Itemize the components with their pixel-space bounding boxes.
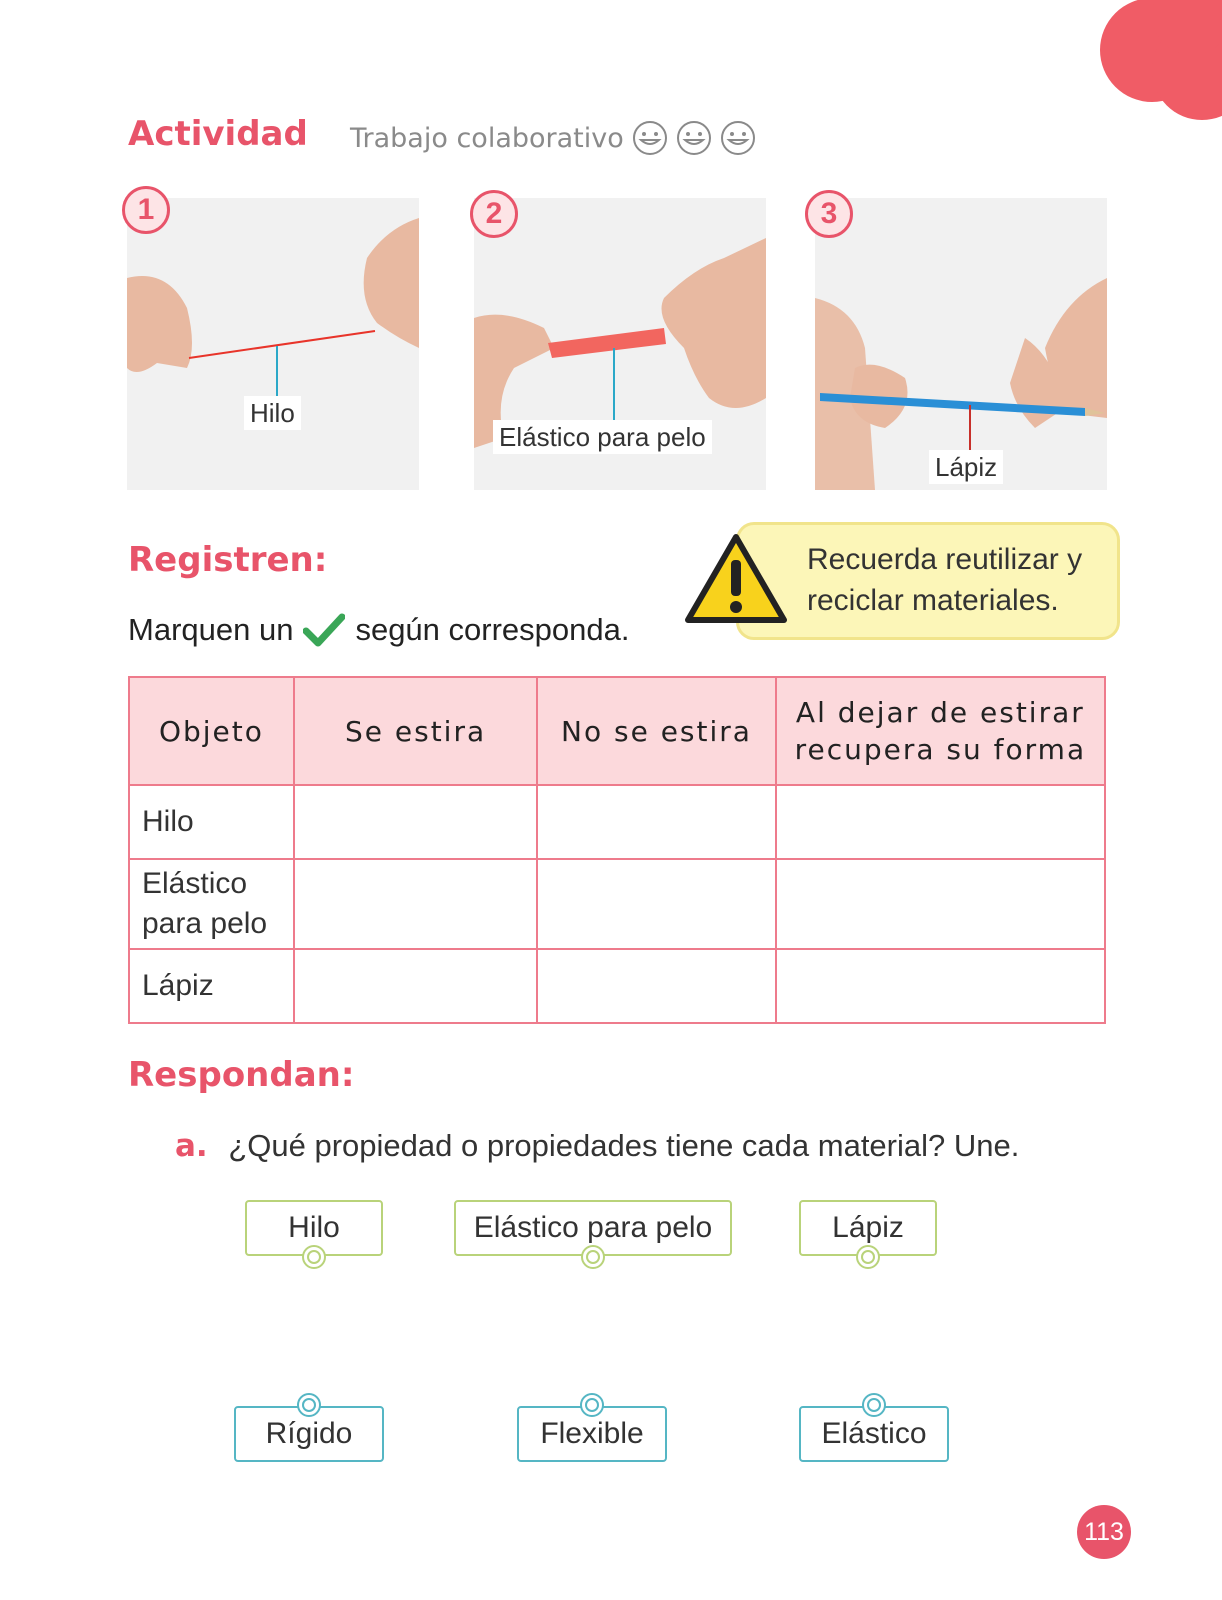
- column-header-recovers-shape: [776, 677, 1105, 785]
- object-line: para pelo: [142, 907, 268, 940]
- reminder-line: Recuerda reutilizar y: [807, 543, 1083, 576]
- material-label: Elástico para pelo: [473, 1211, 713, 1244]
- answer-cell[interactable]: [776, 859, 1105, 949]
- question-text: ¿Qué propiedad o propiedades tiene cada material? Une.: [228, 1128, 1020, 1163]
- connector-dot-icon[interactable]: [301, 1244, 327, 1270]
- answer-cell[interactable]: [537, 949, 775, 1023]
- object-line: Elástico: [142, 867, 248, 900]
- corner-decoration: [1082, 0, 1222, 130]
- register-heading: Registren:: [128, 540, 328, 580]
- answer-cell[interactable]: [776, 785, 1105, 859]
- page-number: 113: [1077, 1505, 1131, 1559]
- register-table: [128, 676, 1106, 1024]
- connector-dot-icon[interactable]: [855, 1244, 881, 1270]
- header-line: Al dejar de estirar: [795, 696, 1085, 729]
- activity-title: Actividad: [128, 114, 308, 154]
- table-row: [129, 949, 1105, 1023]
- answer-cell[interactable]: [776, 949, 1105, 1023]
- smiley-icon: [676, 120, 712, 156]
- table-row: [129, 785, 1105, 859]
- instruction-text-before: Marquen un: [128, 612, 294, 647]
- photo-pencil: [815, 198, 1107, 490]
- material-box-pencil[interactable]: [799, 1200, 937, 1256]
- photo-label: Lápiz: [929, 450, 1003, 484]
- connector-dot-icon[interactable]: [580, 1244, 606, 1270]
- table-row: [129, 859, 1105, 949]
- answer-cell[interactable]: [294, 949, 537, 1023]
- register-instruction: [128, 612, 629, 648]
- column-header-not-stretches: No se estira: [537, 677, 775, 785]
- answer-heading: Respondan:: [128, 1055, 355, 1095]
- property-label: Rígido: [265, 1417, 353, 1450]
- reminder-box: [736, 522, 1120, 640]
- object-cell: [129, 859, 294, 949]
- collab-text: Trabajo colaborativo: [350, 122, 624, 154]
- photo-hair-tie: [474, 198, 766, 490]
- photo-thread: [127, 198, 419, 490]
- warning-icon: [683, 532, 789, 628]
- material-label: Lápiz: [832, 1211, 904, 1244]
- column-header-object: Objeto: [129, 677, 294, 785]
- thread-illustration: [127, 198, 419, 490]
- property-label: Elástico: [821, 1417, 927, 1450]
- object-cell: Lápiz: [129, 949, 294, 1023]
- answer-cell[interactable]: [537, 859, 775, 949]
- material-box-hair-tie[interactable]: [454, 1200, 732, 1256]
- column-header-stretches: Se estira: [294, 677, 537, 785]
- property-box-elastic[interactable]: [799, 1406, 949, 1462]
- answer-cell[interactable]: [294, 785, 537, 859]
- property-label: Flexible: [540, 1417, 644, 1450]
- answer-cell[interactable]: [294, 859, 537, 949]
- collaborative-work-label: [350, 120, 756, 156]
- reminder-text: [807, 539, 1082, 621]
- smiley-icon: [632, 120, 668, 156]
- step-number: 3: [805, 190, 853, 238]
- header-line: recupera su forma: [794, 733, 1087, 766]
- property-box-flexible[interactable]: [517, 1406, 667, 1462]
- reminder-line: reciclar materiales.: [807, 584, 1059, 617]
- step-number: 2: [470, 190, 518, 238]
- connector-dot-icon[interactable]: [296, 1392, 322, 1418]
- answer-cell[interactable]: [537, 785, 775, 859]
- checkmark-icon: [303, 612, 345, 648]
- smiley-icon: [720, 120, 756, 156]
- connector-dot-icon[interactable]: [579, 1392, 605, 1418]
- pencil-illustration: [815, 198, 1107, 490]
- object-cell: Hilo: [129, 785, 294, 859]
- instruction-text-after: según corresponda.: [355, 612, 630, 647]
- material-label: Hilo: [288, 1211, 340, 1244]
- property-box-rigid[interactable]: [234, 1406, 384, 1462]
- photo-label: Hilo: [244, 396, 301, 430]
- table-header-row: [129, 677, 1105, 785]
- question-a: [175, 1128, 1019, 1164]
- material-box-thread[interactable]: [245, 1200, 383, 1256]
- photo-label: Elástico para pelo: [493, 420, 712, 454]
- step-number: 1: [122, 186, 170, 234]
- connector-dot-icon[interactable]: [861, 1392, 887, 1418]
- question-letter: a.: [175, 1128, 208, 1164]
